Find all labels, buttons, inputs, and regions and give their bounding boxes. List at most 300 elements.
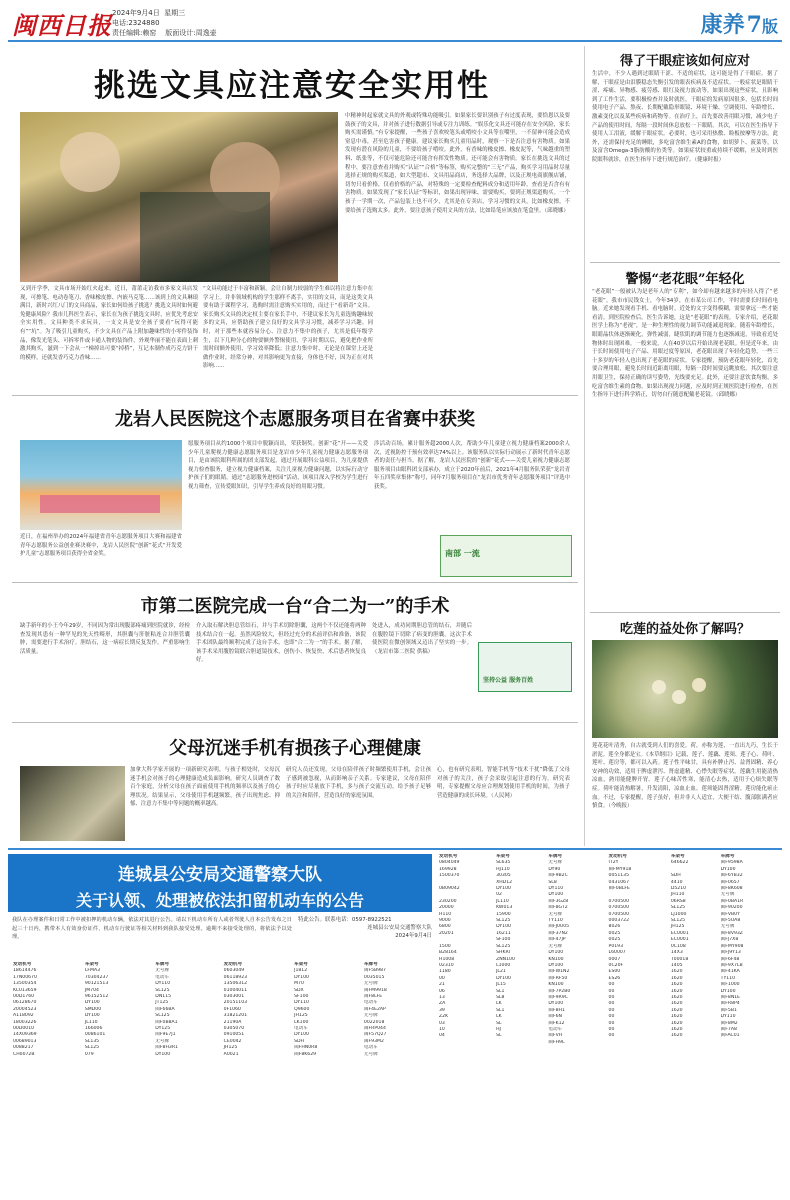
table-cell: 169928 (439, 866, 457, 872)
table-cell: 闽F66BA (155, 1006, 175, 1012)
page-number: 7 (746, 12, 762, 38)
table-cell: 0025 (608, 930, 621, 936)
presbyopia-body: “老花眼”一般被认为是老年人的“专利”，如今却有越来越多的年轻人得了“老花眼”。我市市民钱女士，今年34岁，在市某公司工作，平时需要长时间看电脑。近来她发现看手机、看电脑时，近处的文字变得模糊，需要拿远一些才能看清。到医院检查后，医生告诉她，这是“老花眼”的表现。专家介绍，老花眼医学上称为“老视”，是一种生理性的视力调节功能减退现象。随着年龄增长，眼睛晶状体逐渐硬化，弹性减弱，睫状肌的调节能力也逐渐减退，导致看近处物体时出现困难。一般来说，人在40岁以后开始出现老花眼。但是近年来，由于长时间使用电子产品、用眼过度等原因，老花眼出现了年轻化趋势，一些三十多岁的年轻人也出现了老花眼的症状。专家提醒，预防老花眼年轻化，首先要合理用眼，避免长时间近距离用眼，每隔一段时间要远眺放松。其次要注意用眼卫生，保持正确的读写姿势，光线要充足。此外，还要注意饮食均衡，多吃富含维生素的食物。如果出现视力问题，应及时到正规医院进行检查，在医生指导下进行科学矫正，切勿自行随意配戴老花镜。（邱晓娜） (592, 289, 778, 399)
table-cell: 闽F6N (548, 1014, 562, 1020)
table-cell: SL1 (496, 988, 505, 994)
table-cell: 闽F9B2C (548, 873, 568, 879)
volunteer-logo (440, 535, 572, 577)
table-cell (438, 1040, 495, 1046)
section-label (701, 8, 778, 39)
table-cell: 闽F8N1E (720, 994, 741, 1000)
table-cell: 0431067 (608, 879, 630, 885)
table-cell: 闽FM9918 (363, 987, 387, 993)
table-cell: 13 (439, 994, 445, 1000)
table-cell: 闽F41KA (720, 969, 740, 975)
table-cell: 闽F1000 (720, 982, 740, 988)
table-cell: 闽F8M2 (720, 1020, 738, 1026)
table-cell: DY100 (548, 892, 564, 898)
table-cell: 0007 (608, 956, 621, 962)
table-cell: 0003722 (608, 918, 630, 924)
table-cell: A0021 (223, 1051, 239, 1057)
table-cell: 166006 (84, 1026, 103, 1032)
table-cell: 闽FVB0Y (720, 911, 740, 917)
hospital2-logo (478, 642, 572, 692)
notice-signature: 连城县公安局交通警察大队 (367, 925, 432, 931)
table-cell: DY125 (155, 1026, 171, 1032)
logo: 闽西日报 (12, 11, 112, 40)
table-cell: DY100 (496, 975, 511, 981)
table-cell: 06RS8 (670, 898, 686, 904)
table-cell: SL125 (155, 987, 170, 993)
volunteer-caption: 近日，在福州举办的2024年福建省青年志愿服务项目大赛和福建省青年志愿服务公益创业赛决赛中，龙岩人民医院“创新”花式“开发爱护儿童”志愿服务项目获得全省金奖。 (20, 534, 182, 558)
hospital2-body-1: 缺手新年的小王今年29岁，不同因为常出现腹部疼痛到医院就诊，经检查发现其患有一种罕见的先天性畸形，其胆囊与肝脏粘连合并胆管囊肿，需要进行手术治疗。胆结石，这一病症长期反复发作，严重影响生活质量。 (20, 623, 190, 655)
table-cell: DY100 (84, 1013, 100, 1019)
table-cell: 电动车 (294, 1026, 308, 1032)
table-cell: 闽FHN0R8 (294, 1045, 318, 1051)
table-cell: T00018 (670, 956, 689, 962)
table-cell: DY110 (155, 981, 171, 987)
col-header: 发动机号 (223, 962, 243, 967)
table-cell: 1500370 (439, 873, 460, 879)
hospital2-body-2: 介入取石解决胆总管结石，并与手术切除胆囊，这两个不仅还能将两种技术结合在一起。虽然风险较大，但经过充分的术前评估和准备，该院手术团队最终顺利完成了这台手术，也即“合二为一”的手术。据了解，该手术采用腹腔镜联合胆道镜技术，创伤小、恢复快，术后患者恢复良好。 (196, 623, 366, 664)
col-header: 发动机号 (439, 854, 458, 859)
table-cell: DY100 (155, 1051, 171, 1057)
table-cell: DY100 (548, 962, 564, 968)
table-cell (670, 1040, 720, 1046)
table-cell: 闽F8LFE (363, 994, 383, 1000)
table-cell: 闽F0B8A1 (155, 1019, 178, 1025)
table-cell: DY90 (548, 866, 561, 872)
masthead-rule (8, 40, 782, 42)
table-cell: 10 (439, 1026, 445, 1032)
table-cell: DY100 (84, 1000, 100, 1006)
table-cell: 21 (439, 982, 445, 988)
table-cell: DY100 (548, 1001, 564, 1007)
table-cell: 闽F8GT2 (548, 905, 568, 911)
volunteer-title: 龙岩人民医院这个志愿服务项目在省赛中获奖 (115, 409, 475, 430)
table-cell: DY110 (294, 1000, 309, 1006)
table-cell: 无号牌 (155, 968, 170, 974)
table-cell: H110 (439, 911, 452, 917)
table-cell: SF100 (496, 937, 511, 943)
table-cell: 0700500 (608, 905, 630, 911)
table-cell (720, 1040, 782, 1046)
table-cell: 闽FK12 (548, 1020, 565, 1026)
table-cell: 闽FVH (548, 1033, 563, 1039)
table-cell: 1620 (670, 1001, 683, 1007)
table-cell: 闽F0BA1R (720, 898, 744, 904)
table-cell: ZA (439, 1001, 446, 1007)
table-cell: 无号牌 (548, 943, 563, 949)
table-cell: 0700500 (608, 911, 630, 917)
stationery-photo (20, 112, 338, 282)
table-cell: 8026 (608, 924, 621, 930)
table-cell: JH125 (670, 924, 685, 930)
table-cell: 30305 (496, 873, 511, 879)
table-cell: DY100 (496, 924, 511, 930)
col-header: 车牌号 (548, 854, 563, 859)
table-cell: EC0001 (670, 937, 689, 943)
table-cell: 0C20F (608, 962, 624, 968)
table-cell: 02 (496, 892, 502, 898)
table-cell: SDX (294, 987, 304, 993)
table-cell: 闽FW1N2 (548, 969, 570, 975)
table-cell: 无号牌 (363, 981, 378, 987)
notice-right-table (438, 854, 782, 1046)
table-cell: 4410 (670, 879, 683, 885)
table-cell: LJ1000 (670, 911, 687, 917)
table-cell: 13500354 (13, 981, 37, 987)
table-cell: 闽FJ7X8 (720, 937, 739, 943)
issue-date: 2024年9月4日 (112, 9, 160, 17)
table-cell: 闽FRP044 (363, 1026, 386, 1032)
table-cell: TY110 (720, 975, 736, 981)
col-header: 车架号 (670, 854, 685, 859)
table-cell: 18003226 (13, 1019, 37, 1025)
table-cell: 646622 (670, 860, 689, 866)
table-cell: SL135 (84, 1038, 100, 1044)
hospital2-logo-text: 坚持公益 服务百姓 (483, 677, 534, 684)
table-cell: 闽F5B1 (720, 1007, 737, 1013)
table-cell: 1620 (670, 1026, 683, 1032)
notice-footer (298, 916, 432, 960)
table-cell: ES00 (608, 969, 621, 975)
volunteer-body-1: 愿服务项目从约1000个项目中脱颖而出，荣获铜奖。创新“花”开——关爱少年儿童爬视力健康志愿服务项目是龙岩市少年儿童视力健康志愿服务项目，是由该院眼科所属的团支部发起，通过开展眼科公益项目，为儿童提供视力检查服务，建立视力健康档案，关注儿童视力健康问题，以实际行动守护孩子们的眼睛。通过“志愿服务进校园”活动，该项目深入学校为学生进行视力筛查，宣传爱眼知识，引导学生养成良好的用眼习惯。 (188, 441, 368, 490)
editor: 责任编辑:赖窑 (112, 29, 157, 37)
table-cell: 闽F9R9C (548, 994, 568, 1000)
table-cell: SL125 (496, 943, 511, 949)
table-cell: 1620 (670, 988, 683, 994)
table-cell: 00 (608, 982, 615, 988)
table-cell: LK (496, 1001, 502, 1007)
table-cell: JH110 (670, 892, 685, 898)
volunteer-body-2: 涉活动百场，累计服务超2000人次，帮助少年儿童建立视力健康档案2000余人次，近视防控干预有效率达74%以上。该服务队以实际行动展示了新时代青年志愿者的责任与担当。据了解，龙岩人民医院的“创新”花式——关爱儿童视力健康志愿服务项目由眼科团支部承办，成立于2020年前后，2021年4月服务队荣获“龙岩青年五四奖章集体”称号，同年7月服务项目在“龙岩市优秀青年志愿服务项目”评选中获奖。 (374, 441, 570, 490)
table-cell: EC0001 (670, 930, 689, 936)
table-cell: 0086101 (84, 1032, 106, 1038)
table-cell: 0C108 (670, 943, 686, 949)
table-cell: 0305070 (223, 1026, 245, 1032)
table-cell: SL (496, 1020, 502, 1026)
table-cell: 0022018 (363, 1019, 385, 1025)
designer: 版面设计:周逸壶 (165, 29, 217, 37)
table-cell (608, 1040, 670, 1046)
table-row (12, 1052, 432, 1058)
table-cell: 00 (608, 1007, 615, 1013)
table-cell: 18614476 (13, 968, 37, 974)
divider-r2 (590, 612, 780, 613)
table-cell: 0303001 (223, 994, 245, 1000)
notice-table-right (438, 854, 782, 1192)
table-cell: IT2Y (608, 860, 619, 866)
table-cell: D5210 (670, 886, 687, 892)
table-cell: 闽F8K629 (294, 1051, 317, 1057)
col-header: 车牌号 (720, 854, 735, 859)
divider-r1 (590, 262, 780, 263)
table-cell: ES26 (608, 975, 621, 981)
table-cell: 15900 (496, 911, 511, 917)
table-cell: LFMA3 (84, 968, 101, 974)
masthead (0, 0, 790, 42)
table-cell: 21190A (223, 1019, 242, 1025)
table-cell: 无号牌 (548, 911, 563, 917)
table-cell: 00 (608, 1020, 615, 1026)
table-cell: 17N00670 (13, 974, 37, 980)
notice-title-line2: 关于认领、处理被依法扣留机动车的公告 (75, 891, 364, 910)
table-cell: 01004011 (223, 987, 248, 993)
table-cell: 闽FJ9Y13 (720, 950, 741, 956)
phones-body-2: 研究人员还发现，父母在陪伴孩子时频繁使用手机，会让孩子感到被忽视，从而影响亲子关系。专家建议，父母在陪伴孩子时应尽量放下手机，多与孩子交流互动，给予孩子足够的关注和陪伴，营造良好的家庭氛围。 (286, 767, 431, 799)
table-cell: 1500 (439, 943, 451, 949)
table-cell: M70 (294, 981, 304, 987)
table-cell: 00D0010 (13, 1026, 35, 1032)
lotus-body: 莲花花叶清秀，自古就受到人们的喜爱。荷，亦称为莲，一直出九巧，生长于淤泥。莲全身都是宝。《本草纲目》记载，莲子、莲藕、莲须、莲子心、荷叶、莲叶、莲房等，都可以入药。莲子性平味甘，具有补脾止泻、益肾固精、养心安神的功效，适用于脾虚泄泻、肾虚遗精、心悸失眠等症状。莲藕生用能清热凉血，熟用能健脾开胃。莲子心味苦性寒，能清心去热，适用于心烦失眠等症。荷叶能清热解暑，升发清阳，凉血止血。莲须能固肾涩精。莲房能化瘀止血。不过，专家提醒，莲子虽好，但并非人人适宜，大便干结、腹部胀满者应慎食。（今晚报） (592, 743, 778, 810)
table-cell: 闽F7A8 (720, 1026, 737, 1032)
divider-2 (12, 582, 578, 583)
table-cell: LK100 (294, 1019, 309, 1025)
table-cell: 1620 (670, 1007, 683, 1013)
table-cell: 闽F57Q27 (363, 1032, 387, 1038)
notice (8, 848, 782, 1196)
table-cell: 1620 (670, 969, 683, 975)
table-cell: XHD12 (496, 879, 513, 885)
table-cell: 230200 (439, 898, 457, 904)
table-cell: 00 (608, 994, 615, 1000)
table-cell: 14X3 (670, 950, 683, 956)
table-cell: DY100 (294, 1032, 309, 1038)
table-cell: SF100 (294, 994, 309, 1000)
table-cell: L60007 (608, 950, 626, 956)
divider-3 (12, 722, 578, 723)
table-cell: 电动车 (155, 974, 170, 980)
table-cell: 闽F4E2AP (363, 1006, 386, 1012)
table-cell: 闽FMY918 (608, 866, 632, 872)
table-cell: 闽F9X7LB (720, 962, 743, 968)
table-cell: 闽F3GZ8 (548, 898, 569, 904)
notice-title-line1: 连城县公安局交通警察大队 (118, 865, 322, 885)
table-cell: Z2K (439, 1014, 449, 1020)
table-cell: JL21 (496, 969, 506, 975)
col-header: 发动机号 (608, 854, 627, 859)
table-cell: SL635 (496, 860, 511, 866)
table-cell: KC013659 (13, 987, 37, 993)
table-cell: 0025 (608, 937, 621, 943)
table-cell: 0051135 (608, 873, 630, 879)
table-cell: 00 (608, 1014, 615, 1020)
table-cell: 闽F5UA8 (720, 918, 741, 924)
table-cell: 9000 (439, 918, 451, 924)
notice-intro: 我队在办理案件和日常工作中被扣押的机动车辆，依法对其进行公告。请以下机动车所有人或者驾驶人自本公告发布之日起三十日内，携带本人有效身份证件、机动车行驶证等相关材料到我队接受处理。逾期不来接受处理的，将依法予以处理。 (12, 917, 292, 941)
table-cell: 00D1760 (13, 994, 35, 1000)
table-cell: 闽F8H3R1 (155, 1045, 178, 1051)
table-cell: 00 (608, 1026, 615, 1032)
notice-table-left (12, 962, 432, 1192)
table-cell: 闽FMY908 (720, 943, 744, 949)
table-cell: 31821201 (223, 1013, 248, 1019)
table-cell: SMD00 (84, 1006, 102, 1012)
table-cell: 闽F93M2 (363, 1038, 384, 1044)
col-header: 发动机号 (13, 962, 32, 967)
table-cell: 0804049 (439, 860, 460, 866)
table-cell: 无号牌 (155, 1038, 170, 1044)
table-cell: SL (496, 1033, 502, 1039)
table-cell: 20000 (439, 905, 454, 911)
table-cell: 1620 (670, 1014, 683, 1020)
table-cell: 1405 (670, 962, 683, 968)
table-cell: 04 (439, 1033, 445, 1039)
col-header: 车架号 (496, 854, 510, 859)
table-cell: 电动车 (548, 1026, 563, 1032)
table-cell: 闽FRF50 (548, 975, 568, 981)
table-cell: DY110 (720, 1014, 736, 1020)
table-cell: HJ110 (496, 866, 510, 872)
table-cell: 079 (84, 1051, 94, 1057)
table-cell: DY100 (496, 886, 511, 892)
lotus-title: 吃莲的益处你了解吗？ (619, 622, 750, 637)
hospital2-body-3: 处进入，成功同期胆总管的结石，并随后在腹腔镜下切除了病变的胆囊。这次手术使医院在微创领域又迈出了坚实的一步。（龙岩市第二医院 供稿） (372, 623, 472, 655)
table-cell: 闽F0657 (720, 879, 740, 885)
table-cell: 06 (439, 988, 445, 994)
table-cell: SL125 (155, 1013, 170, 1019)
phone: 电话:2324880 (112, 19, 160, 27)
table-cell: 1620 (670, 994, 683, 1000)
table-cell: SHKRT (496, 950, 512, 956)
phones-body-1: 加拿大科学家开展的一项新研究表明，与孩子相处时，父母沉迷手机会对孩子的心理健康造成负面影响。研究人员调查了数百个家庭，分析父母在孩子面前使用手机的频率以及孩子的心理状况。结果显示，父母使用手机越频繁，孩子出现焦虑、抑郁、注意力不集中等问题的概率越高。 (130, 767, 280, 808)
lotus-photo (592, 640, 778, 738)
table-cell: 闽F37N2 (548, 930, 568, 936)
table-cell: 0035015 (363, 974, 385, 980)
table-cell: 无号牌 (720, 892, 735, 898)
notice-contact: 特此公告。联系电话：0597-8922521 (298, 917, 392, 923)
table-cell: 电动车 (363, 1045, 378, 1051)
col-header: 车架号 (294, 962, 308, 967)
table-cell: 96152512 (84, 994, 109, 1000)
phones-photo (20, 766, 125, 841)
table-cell: 闽FR8P4 (720, 1001, 740, 1007)
table-cell: 闽F8K608 (720, 886, 743, 892)
table-cell: 闽FAC01 (720, 1033, 740, 1039)
table-cell: JL15 (496, 982, 506, 988)
table-cell: ZNN100 (496, 956, 515, 962)
table-cell: 闽FH9L (548, 1039, 565, 1045)
stationery-body-3: 中精神时起家就文具的外观或特殊功能吸引。如果家长要识别孩子有过度表现，要恰恩以及要鼓孩子的文具，并对孩子进行数据引导或专注力训练。“娱乐化文具还可能存在安全风险，家长购买需谨慎。”有专家提醒，一些孩子喜欢咬笔头或啃咬小文具等在嘴里，一不留神可能会造成窒息中毒，甚至危害孩子健康。建议家长购买儿童用品时，观察一下是否注意有害物质。如果发现有潜在风险的儿童，不要给孩子啃咬。此外，有香味的橡皮擦、橡皮泥等，气味越重的塑料、纸张等，不仅可能危险还可能含有挥发性物质。还可能会有害物质。家长在挑选文具的过程中，要注意查看并购买“认证”“合格”等标签，购买完整的“三无”产品，购买学习用品时尽量选择正规的购买渠道，如大型超市、文具用品商店，务选择大品牌，以及正规电商旗舰店铺，切勿只看价格，仅看价格的产品，对特殊的一定要检查配料成分和适用年龄，查看是否含有有害物质。如果发现了“家长认证”等标识，如果出现异味、需要购买，要到正规渠道购买。一个孩子一学期一次，产品包装上也不可少，尤其是在专卖店，学习习惯的文具，比如橡皮擦，不要给孩子选购太多。此外，要注意孩子使用文具的方法，比如铅笔应该放在笔盒里。（邱晓娜） (345, 113, 570, 214)
phones-title: 父母沉迷手机有损孩子心理健康 (169, 738, 421, 759)
table-cell: 闽F9598A (720, 860, 743, 866)
table-cell: 闽F9E7J1 (155, 1032, 176, 1038)
table-cell: SDH (670, 873, 681, 879)
table-cell: 02310 (439, 962, 454, 968)
page-suffix: 版 (761, 17, 778, 36)
table-cell: 闽F0BLFE (608, 886, 630, 892)
table-cell: 闽F6F48 (720, 956, 740, 962)
table-cell: 20201 (439, 930, 454, 936)
table-cell: H1008 (439, 956, 455, 962)
section-name: 康养 (700, 12, 745, 38)
table-cell: KW013 (496, 905, 513, 911)
weekday: 星期三 (164, 9, 186, 17)
table-cell: 1620 (670, 1020, 683, 1026)
table-cell: 闽F8V93Z (720, 930, 743, 936)
table-cell: DY100 (548, 950, 564, 956)
table-cell: SL125 (670, 905, 686, 911)
table-cell: SL125 (670, 918, 686, 924)
table-cell: CH0072B (13, 1051, 35, 1057)
table-cell: 0B09042 (439, 886, 460, 892)
table-cell: DY100 (294, 974, 309, 980)
table-cell: 90121513 (84, 981, 109, 987)
table-cell: A118092 (13, 1013, 34, 1019)
table-cell: 00 (439, 975, 445, 981)
table-cell: SDH (294, 1038, 305, 1044)
table-cell: 无号牌 (363, 1051, 378, 1057)
table-cell: 电动车 (363, 1000, 378, 1006)
presbyopia-title: 警惕“老花眼”年轻化 (625, 272, 745, 287)
table-cell: 闽F8H1 (548, 1007, 565, 1013)
table-cell: DY100 (720, 866, 736, 872)
table-cell: B28164 (439, 950, 457, 956)
dry-eye-body: 生活中，不少人遇到过眼睛干涩、不适的症状，这可能是得了干眼症。据了解，干眼症是由泪膜稳态失衡引发的眼表疾病及不适症状。一般症状是眼睛干涩、疼痛、异物感、疲劳感、眼红及视力波动等。如果出现这些症状，且影响到了工作生活，要积极检查并及时就医。干眼症的发病原因很多，包括长时间使用电子产品、熬夜、长期配戴隐形眼镜、环境干燥、空调使用、年龄增长、激素变化以及某些疾病和药物等。在治疗上，首先要改善用眼习惯，减少电子产品的使用时间，每隔一段时间休息放松一下眼睛。其次，可以在医生指导下使用人工泪液，缓解干眼症状。必要时，也可采用热敷、睑板按摩等方法。此外，还需保持充足的睡眠，多吃富含维生素A的食物，如胡萝卜、菠菜等，以及富含Omega-3脂肪酸的鱼类等。如果症状较重或持续不缓解，应及时到医院眼科就诊，在医生指导下进行规范治疗。（健康时报） (592, 71, 778, 163)
table-cell: 1180 (439, 969, 451, 975)
table-cell: 闽F5B987 (363, 968, 386, 974)
table-cell: 00 (608, 1001, 615, 1007)
table-cell: JH125 (294, 1013, 308, 1019)
table-cell: 70304237 (84, 974, 109, 980)
table-cell: CE0042 (223, 1038, 242, 1044)
table-cell: 闽F7P2B0 (548, 988, 571, 994)
table-cell: 0088217 (13, 1045, 34, 1051)
table-cell: 13506312 (223, 981, 248, 987)
stationery-body-2: “文具功能过于丰富和新颖，会让自制力较弱的学生难以将注意力集中在学习上。并非领域机构的学生那样不离手，实用的文具，而是这类文具要有助于课程学习，选购时需注意购买实用的，而过于“看新奇”文具。家长购买文具的决定权主要在家长手中，不建议家长为儿童选购趣味较多的文具，应帮助孩子建立良好的文具学习习惯，减养学习兴趣。同时，对于那些本就容易分心、注意力不集中的孩子，尤其是低年级学生，以下几种分心的物要额外警惕使用，学习时期以后，避免把作业所需时间额外使用，学习效率降低；注意力集中时，无论是在课堂上还是做作业时，经常分神，对其影响更为直接，身体也不好，因为正在对其影响…… (203, 286, 373, 370)
table-cell: KN100 (548, 982, 564, 988)
table-cell: JL110 (496, 898, 509, 904)
col-header: 车牌号 (155, 962, 170, 967)
hospital2-title: 市第二医院完成一台“合二为一”的手术 (140, 596, 450, 617)
table-cell: 16211 (496, 930, 511, 936)
table-cell (495, 1040, 547, 1046)
table-cell: 00689013 (13, 1038, 37, 1044)
table-cell: 无号牌 (720, 924, 735, 930)
volunteer-photo (20, 440, 182, 530)
table-cell: KN100 (548, 956, 564, 962)
table-row (438, 1040, 782, 1046)
table-cell: 03 (439, 1020, 445, 1026)
table-cell: 闽F47JP (548, 937, 566, 943)
table-cell: 39 (439, 1007, 445, 1013)
col-header: 车牌号 (363, 962, 378, 967)
table-cell: 0700500 (608, 898, 630, 904)
table-cell: 14X09369 (13, 1032, 37, 1038)
table-cell: JH125 (223, 1045, 238, 1051)
table-cell: 1620 (670, 982, 683, 988)
table-cell: SL125 (496, 918, 511, 924)
table-cell: HJ (496, 1026, 501, 1032)
table-cell: 0910051 (223, 1032, 245, 1038)
table-cell: 1620 (670, 975, 683, 981)
table-cell: SL8 (496, 994, 505, 1000)
table-cell: 20004523 (13, 1006, 37, 1012)
dry-eye-title: 得了干眼症该如何应对 (619, 54, 750, 69)
table-cell: 1620 (670, 1033, 683, 1039)
table-cell: SL125 (84, 1045, 100, 1051)
table-cell: 闽FJ0U05 (548, 924, 570, 930)
table-cell: SL8 (548, 879, 557, 885)
col-header: 车架号 (84, 962, 99, 967)
table-cell: 06128670 (13, 1000, 37, 1006)
table-cell: P0193 (608, 943, 624, 949)
table-cell: 无号牌 (548, 860, 563, 866)
table-cell: TY110 (548, 918, 563, 924)
table-cell: LK (496, 1014, 502, 1020)
table-cell: 0603049 (223, 968, 245, 974)
